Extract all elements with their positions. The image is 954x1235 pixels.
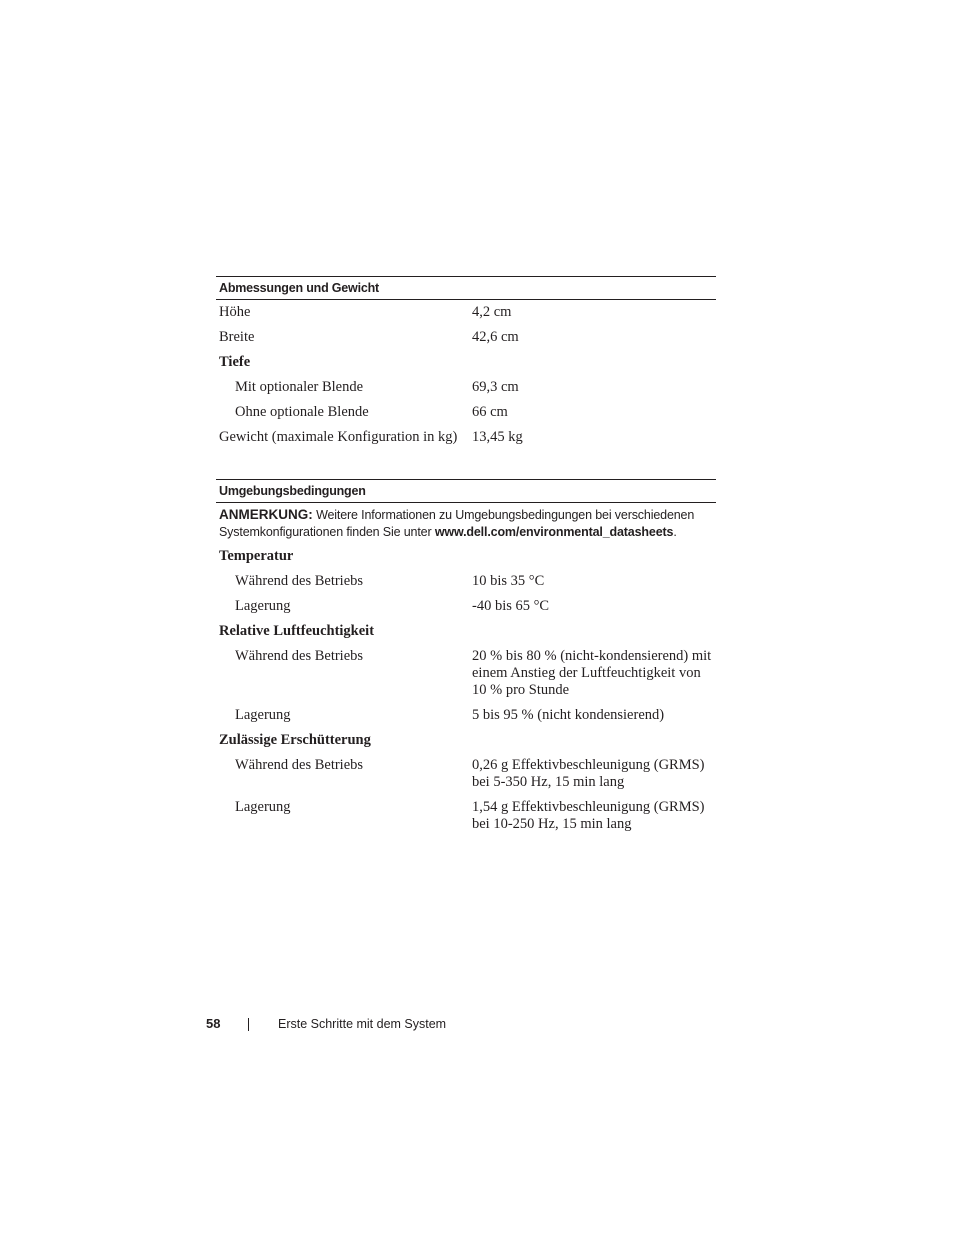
row-label: Lagerung [235,799,291,815]
page-number: 58 [206,1016,221,1031]
row-group-label: Temperatur [219,548,294,564]
row-label: Mit optionaler Blende [235,379,364,395]
footer-separator [248,1018,249,1031]
row-value: 13,45 kg [472,429,523,445]
note-end: . [673,525,677,539]
note-link[interactable]: www.dell.com/environmental_datasheets [434,525,674,539]
row-value: 10 bis 35 °C [472,573,545,589]
row-value: 1,54 g Effektivbeschleunigung (GRMS) bei 10-250 Hz, 15 min lang [472,799,705,832]
row-label: Während des Betriebs [235,648,364,664]
row-group-label: Relative Luftfeuchtigkeit [219,623,375,639]
row-value: -40 bis 65 °C [472,598,550,614]
row-value: 66 cm [472,404,508,420]
note-tag: ANMERKUNG: [219,507,313,522]
environment-heading: Umgebungsbedingungen [216,479,716,503]
row-value: 42,6 cm [472,329,519,345]
row-group-label: Tiefe [219,354,251,370]
row-label: Während des Betriebs [235,757,364,773]
dimensions-table [216,276,716,445]
row-label: Gewicht (maximale Konfiguration in kg) [219,429,458,445]
row-value: 5 bis 95 % (nicht kondensierend) [472,707,665,723]
note-text: Weitere Informationen zu Umgebungsbedingungen bei verschiedenen Systemkonfigurationen finden Sie unter [219,508,695,539]
row-label: Höhe [219,304,251,320]
row-value: 69,3 cm [472,379,519,395]
environment-table [216,479,716,832]
page-footer [0,1015,954,1035]
row-label: Breite [219,329,255,345]
section-title: Erste Schritte mit dem System [278,1017,447,1031]
row-group-label: Zulässige Erschütterung [219,732,371,748]
row-value: 4,2 cm [472,304,512,320]
row-label: Lagerung [235,598,291,614]
row-label: Lagerung [235,707,291,723]
dimensions-heading: Abmessungen und Gewicht [216,276,716,300]
row-value: 20 % bis 80 % (nicht-kondensierend) mit einem Anstieg der Luftfeuchtigkeit von 10 % pro Stunde [472,648,712,698]
row-label: Ohne optionale Blende [235,404,369,420]
row-label: Während des Betriebs [235,573,364,589]
row-value: 0,26 g Effektivbeschleunigung (GRMS) bei 5-350 Hz, 15 min lang [472,757,705,790]
note-block [216,506,716,541]
